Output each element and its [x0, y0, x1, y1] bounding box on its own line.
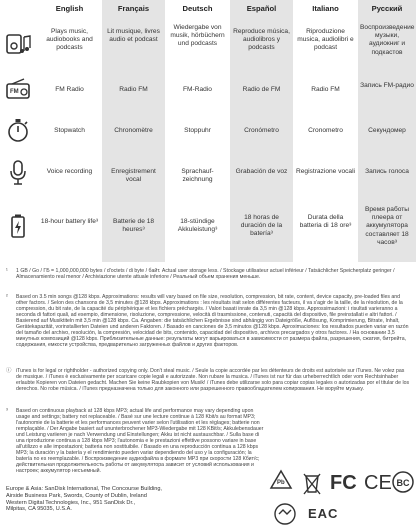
recycle-pb-icon — [268, 468, 294, 496]
column-italiano — [294, 0, 357, 262]
address-line: Western Digital Technologies, Inc., 951 SanDisk Dr., — [6, 499, 136, 506]
column-deutsch — [166, 0, 229, 262]
table-cell: Запись голоса — [365, 168, 409, 175]
weee-bin-icon — [300, 470, 324, 496]
column-russian — [358, 0, 416, 262]
svg-text:FM: FM — [10, 89, 19, 95]
footnote-text: Based on continuous playback at 128 kbps MP3; actual life and performance may vary depending upon usage and settings; battery not replaceable. / Basé sur une lecture continue à 128 Kbit/s au format MP3; l'autonomie de la batterie et les performances peuvent varier selon l'utilisation et les réglages; batterie non remplaçable. / Der Angabe basiert auf ununterbrochener MP3-Wiedergabe mit 128 KBit/s; Akkulebensdauer und Leistung variieren je nach Verwendung und Einstellungen; Akku ist nicht austauschbar. / Sulla base di una riproduzione continua a 128 kbps MP3; l'autonomia e le prestazioni effettive possono variare in base all'utilizzo e alle impostazioni; batteria non sostituibile. / Basado en una reproducción continua a 128 kbps MP3; la duración y la batería y el rendimiento pueden variar dependiendo del uso y la configuración; la batería no es reemplazable. / Воспроизведение аудиофайла в формате MP3 при скорости 128 Кбит/с; действительная продолжительность работы от аккумулятора зависит от условий использования и настроек; аккумулятор несъемный. — [16, 408, 264, 474]
footnote-text: Based on 3.5 min songs @128 kbps. Approximations: results will vary based on file size, resolution, compression, bit rate, content, device capacity, pre-loaded files and other factors. / Selon des chansons de 3,5 minutes @128 kbps. Approximations : les résultats irait selon différentes facteurs, il va s'agir de la taille, de la résolution, de la compression, du bit rate, de la capacité du périphérique et les fichiers préchargés. / Valori basati inrate da 3,5 min @128 kbps. Approssimazioni: i risultati varieranno a seconda di fattori quali, ad esempio, dimensione, risoluzione, compressione, velocità di trasmissione, contenuti, capacità del dispositivo, file preinstallati e altri fattori. / Basierend auf Musiktiteln mit 3,5 min @128 kbps. Ca. Angaben: die tatsächlichen Ergebnisse sind abhängig von Dateigröße, Auflösung, Komprimierung, Bitrate, Inhalt, Gerätekapazität, vorinstallierten Dateien und anderen Faktoren. / Basado en canciones de 3,5 minutos @128 kbps. Aproximaciones: los resultados pueden variar en razón del tamaño del archivo, resolución, la compresión, velocidad de bits, contenido, capacidad del dispositivo, archivos precargados y otros factores. / На основании 3,5 минутных композиций @128 kbps. Приблизительные данные: результаты могут варьироваться в зависимости от размера файла, разрешения, сжатия, битрейта, содержания, емкости устройства, предварительно загруженных файлов и других факторов. — [16, 294, 409, 348]
footnote-marker: ² — [6, 294, 8, 300]
table-cell: Radio de FM — [242, 86, 281, 93]
microphone-icon — [2, 156, 34, 188]
footnote-battery — [6, 408, 410, 474]
table-cell: Запись FM-радио — [360, 82, 414, 89]
column-header: English — [55, 4, 84, 13]
table-cell: Секундомер — [368, 127, 406, 134]
column-english — [38, 0, 101, 262]
column-header: Deutsch — [182, 4, 213, 13]
column-header: Русский — [371, 4, 403, 13]
table-cell: Radio FM — [311, 86, 340, 93]
table-cell: Stoppuhr — [184, 127, 211, 134]
feature-table — [0, 0, 416, 262]
column-header: Français — [117, 4, 150, 13]
column-espanol — [230, 0, 293, 262]
footnote-songs — [6, 294, 410, 348]
table-cell: 18 horas de duración de la batería³ — [240, 214, 283, 238]
info-icon: ⓘ — [6, 368, 12, 374]
table-cell: 18-hour battery life³ — [40, 218, 99, 225]
address-line: Milpitas, CA 95035, U.S.A. — [6, 506, 72, 513]
table-cell: Voice recording — [46, 168, 93, 175]
table-cell: FM Radio — [55, 86, 84, 93]
eac-mark: EAC — [308, 506, 339, 521]
ce-mark: CE — [364, 472, 392, 494]
triman-icon — [272, 502, 298, 526]
table-cell: Chronomètre — [114, 127, 153, 134]
company-address — [6, 486, 206, 513]
table-cell: Batterie de 18 heures³ — [112, 218, 155, 234]
bc-text: BC — [396, 478, 410, 488]
table-cell: FM-Radio — [183, 86, 212, 93]
icon-column — [0, 0, 36, 262]
footnote-marker: ¹ — [6, 268, 8, 274]
column-francais — [102, 0, 165, 262]
bc-mark — [392, 470, 414, 494]
footnote-text: iTunes is for legal or rightholder - authorized copying only. Don't steal music. / Seule la copie accordée par les détenteurs de droits est autorisée sur iTunes. Ne volez pas de musique. / iTunes è esclusivamente per scaricare copie legali e autorizzate. Non rubare la musica. / iTunes ist nur für das urheberrechtlich oder vom Rechtsinhaber erlaubte Kopieren von Dateien gedacht. Machen Sie keine Raubkopien von Musik! / iTunes debe utilizarse solo para copiar copias legales o autorizadas por el titular de los derechos. No robe música. / iTunes предназначена только для законного или разрешенного правообладателем копирования. Не воруйте музыку. — [16, 368, 410, 392]
table-cell: Cronómetro — [244, 127, 279, 134]
table-cell: Enregistrement vocal — [111, 168, 156, 184]
table-cell: Sprachauf-zeichnung — [181, 168, 214, 184]
table-cell: Plays music, audiobooks and podcasts — [46, 28, 93, 52]
table-cell: Время работы плеера от аккумулятора составляет 18 часов³ — [364, 206, 410, 246]
table-cell: Reproduce música, audiolibros y podcasts — [233, 28, 290, 52]
svg-text:Pb: Pb — [277, 480, 285, 486]
table-cell: Stopwatch — [54, 127, 85, 134]
table-cell: Durata della batteria di 18 ore³ — [299, 214, 352, 230]
table-cell: 18-stündige Akkuleistung³ — [177, 218, 218, 234]
footnote-storage — [6, 268, 410, 280]
footnote-text: 1 GB / Go / ГБ = 1,000,000,000 bytes / d'octets / di byte / бaйт. Actual user storage less. / Stockage utilisateur actuel inférieur / Tatsächlicher Speicherplatz geringer / Almacenamiento real menor / Archiviazione utente attuale inferiore / Реальный объем хранения меньше. — [16, 268, 395, 280]
address-line: Airside Business Park, Swords, County of Dublin, Ireland — [6, 492, 147, 499]
column-header: Español — [246, 4, 277, 13]
fcc-mark: FC — [330, 472, 357, 494]
music-player-icon — [2, 28, 34, 60]
table-cell: Registrazione vocali — [296, 168, 356, 175]
table-cell: Lit musique, livres audio et podcast — [107, 28, 160, 44]
footnote-marker: ³ — [6, 408, 8, 414]
table-cell: Воспроизведение музыки, аудиокниг и подкастов — [360, 24, 415, 56]
table-cell: Riproduzione musica, audiolibri e podcast — [297, 28, 354, 52]
column-header: Italiano — [312, 4, 339, 13]
table-cell: Cronometro — [308, 127, 343, 134]
address-line: Europe & Asia: SanDisk International, The Concourse Building, — [6, 486, 162, 492]
table-cell: Radio FM — [119, 86, 148, 93]
fm-radio-icon — [2, 74, 34, 106]
battery-icon — [2, 210, 34, 242]
stopwatch-icon — [2, 114, 34, 146]
table-cell: Wiedergabe von musik, hörbüchern und podcasts — [170, 24, 225, 48]
table-cell: Grabación de voz — [235, 168, 288, 175]
footnote-itunes — [6, 368, 410, 392]
regulatory-marks — [268, 468, 414, 530]
